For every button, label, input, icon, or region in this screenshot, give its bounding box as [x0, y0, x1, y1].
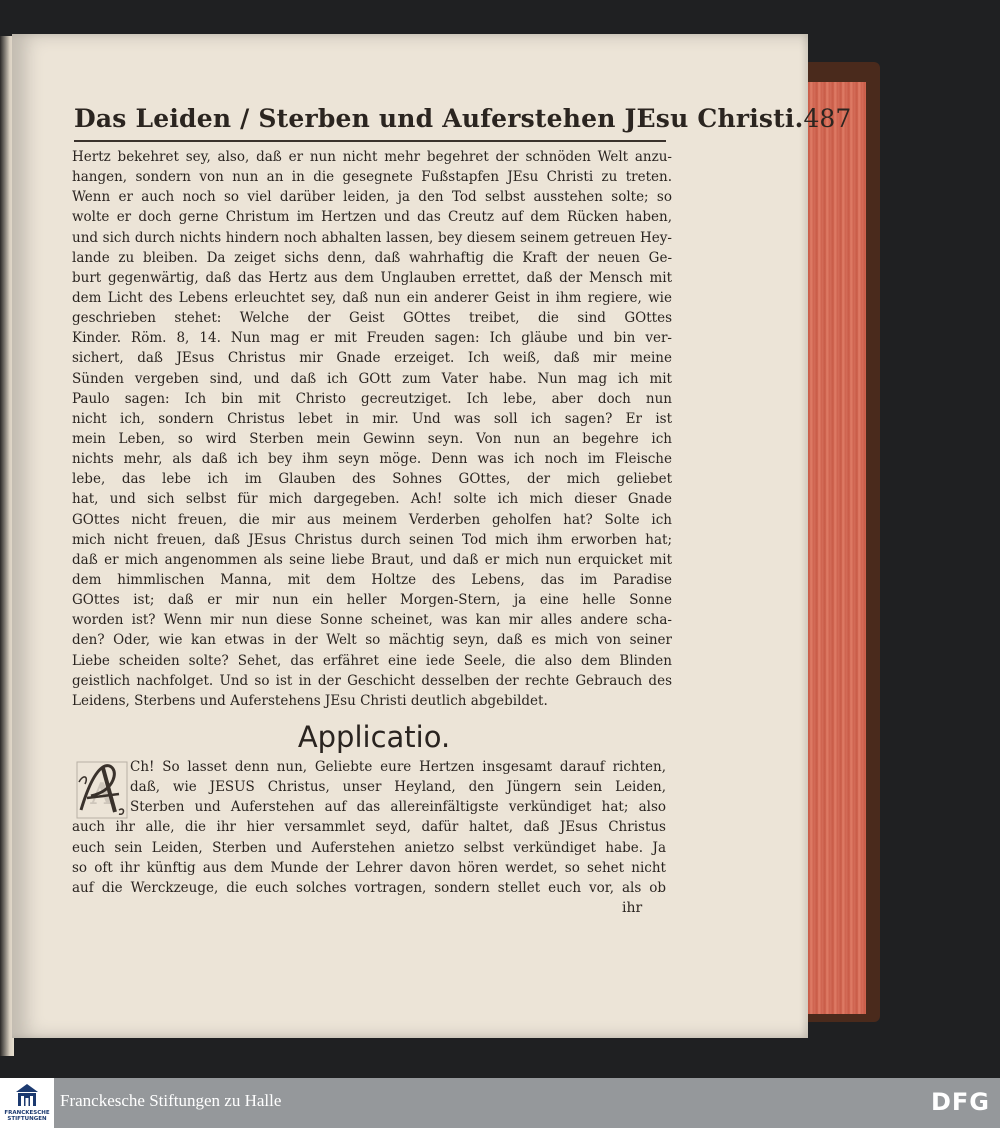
text-line: dem himmlischen Manna, mit dem Holtze des Lebens, das im Paradise: [72, 571, 672, 588]
text-line: daß, wie JESUS Christus, unser Heyland, den Jüngern sein Leiden,: [130, 779, 666, 796]
text-line: euch sein Leiden, Sterben und Auferstehen anietzo selbst verkündiget habe. Ja: [72, 839, 666, 856]
text-line: auf die Werckzeuge, die euch solches vortragen, sondern stellet euch vor, als ob: [72, 879, 666, 896]
text-line: burt gegenwärtig, daß das Hertz aus dem Unglauben errettet, daß der Mensch mit: [72, 269, 672, 286]
logo-text: FRANCKESCHE STIFTUNGEN: [4, 1110, 50, 1122]
book-page: [12, 34, 852, 1038]
text-line: GOttes nicht freuen, die mir aus meinem Verderben geholfen hat? Solte ich: [72, 511, 672, 528]
institution-name[interactable]: Franckesche Stiftungen zu Halle: [60, 1091, 282, 1110]
section-heading: Applicatio.: [297, 720, 451, 754]
text-line: mein Leben, so wird Sterben mein Gewinn seyn. Von nun an begehre ich: [72, 430, 672, 447]
text-line: Paulo sagen: Ich bin mit Christo gecreutziget. Ich lebe, aber doch nun: [72, 390, 672, 407]
text-line: geschrieben stehet: Welche der Geist GOttes treibet, die sind GOttes: [72, 310, 672, 327]
text-line: Leidens, Sterbens und Auferstehens JEsu Christi deutlich abgebildet.: [72, 692, 548, 709]
text-line: Ch! So lasset denn nun, Geliebte eure Hertzen insgesamt darauf richten,: [130, 759, 666, 775]
building-icon: [15, 1083, 39, 1109]
text-line: geistlich nachfolget. Und so ist in der Geschicht desselben der rechte Gebrauch des: [72, 672, 672, 689]
text-line: den? Oder, wie kan etwas in der Welt so mächtig seyn, daß es mich von seiner: [72, 632, 672, 649]
red-page-edges: [803, 82, 866, 1014]
text-line: und sich durch nichts hindern noch abhalten lassen, bey diesem seinem getreuen Hey-: [72, 229, 672, 246]
text-line: lande zu bleiben. Da zeiget sichs denn, daß wahrhaftig die Kraft der neuen Ge-: [72, 249, 672, 266]
text-line: wolte er doch gerne Christum im Hertzen und das Creutz auf dem Rücken haben,: [72, 209, 672, 226]
text-line: nichts mehr, als daß ich bey ihm seyn möge. Denn was ich noch im Fleische: [72, 451, 672, 468]
text-line: Sünden vergeben sind, und daß ich GOtt zum Vater habe. Nun mag ich mit: [72, 370, 672, 387]
applicatio-paragraph: [72, 757, 666, 898]
page-number: 487: [803, 104, 852, 133]
text-line: sichert, daß JEsus Christus mir Gnade erzeiget. Ich weiß, daß mir meine: [72, 350, 672, 367]
text-line: daß er mich angenommen als seine liebe Braut, und daß er mich nun erquicket mit: [72, 551, 672, 568]
text-line: dem Licht des Lebens erleuchtet sey, daß nun ein anderer Geist in ihm regiere, wie: [72, 289, 672, 306]
text-line: lebe, das lebe ich im Glauben des Sohnes GOttes, der mich geliebet: [72, 471, 672, 488]
header-rule: [74, 140, 666, 142]
text-line: nicht ich, sondern Christus lebet in mir. Und was soll ich sagen? Er ist: [72, 410, 672, 427]
text-line: GOttes ist; daß er mir nun ein heller Morgen-Stern, ja eine helle Sonne: [72, 592, 672, 609]
text-line: Hertz bekehret sey, also, daß er nun nicht mehr begehret der schnöden Welt anzu-: [72, 149, 672, 165]
viewer-footer: [0, 1078, 1000, 1128]
initial-letter: A: [90, 777, 114, 812]
running-title: Das Leiden / Sterben und Auferstehen JEsu Christi.: [74, 104, 804, 133]
body-paragraph: [72, 147, 672, 711]
institution-logo[interactable]: [0, 1078, 54, 1128]
running-head: [74, 104, 852, 140]
text-line: Wenn er auch noch so viel darüber leiden, ja den Tod selbst ausstehen solte; so: [72, 189, 672, 206]
text-line: hangen, sondern von nun an in die gesegnete Fußstapfen JEsu Christi zu treten.: [72, 169, 672, 186]
text-line: auch ihr alle, die ihr hier versammlet seyd, dafür haltet, daß JEsus Christus: [72, 819, 666, 836]
text-line: mich nicht freuen, daß JEsus Christus durch seinen Tod mich ihm erworben hat;: [72, 531, 672, 548]
text-line: worden ist? Wenn mir nun diese Sonne scheinet, was kan mir alles andere scha-: [72, 612, 672, 629]
catchword: ihr: [622, 900, 643, 916]
text-line: hat, und sich selbst für mich dargegeben. Ach! solte ich mich dieser Gnade: [72, 491, 672, 508]
text-line: Kinder. Röm. 8, 14. Nun mag er mit Freuden sagen: Ich gläube und bin ver-: [72, 330, 672, 347]
dfg-logo[interactable]: DFG: [930, 1088, 990, 1116]
text-line: Liebe scheiden solte? Sehet, das erfähret eine iede Seele, die also dem Blinden: [72, 652, 672, 669]
text-line: so oft ihr künftig aus dem Munde der Lehrer davon hören werdet, so sehet nicht: [72, 859, 666, 876]
text-line: Sterben und Auferstehen auf das allereinfältigste verkündiget hat; also: [130, 799, 666, 816]
